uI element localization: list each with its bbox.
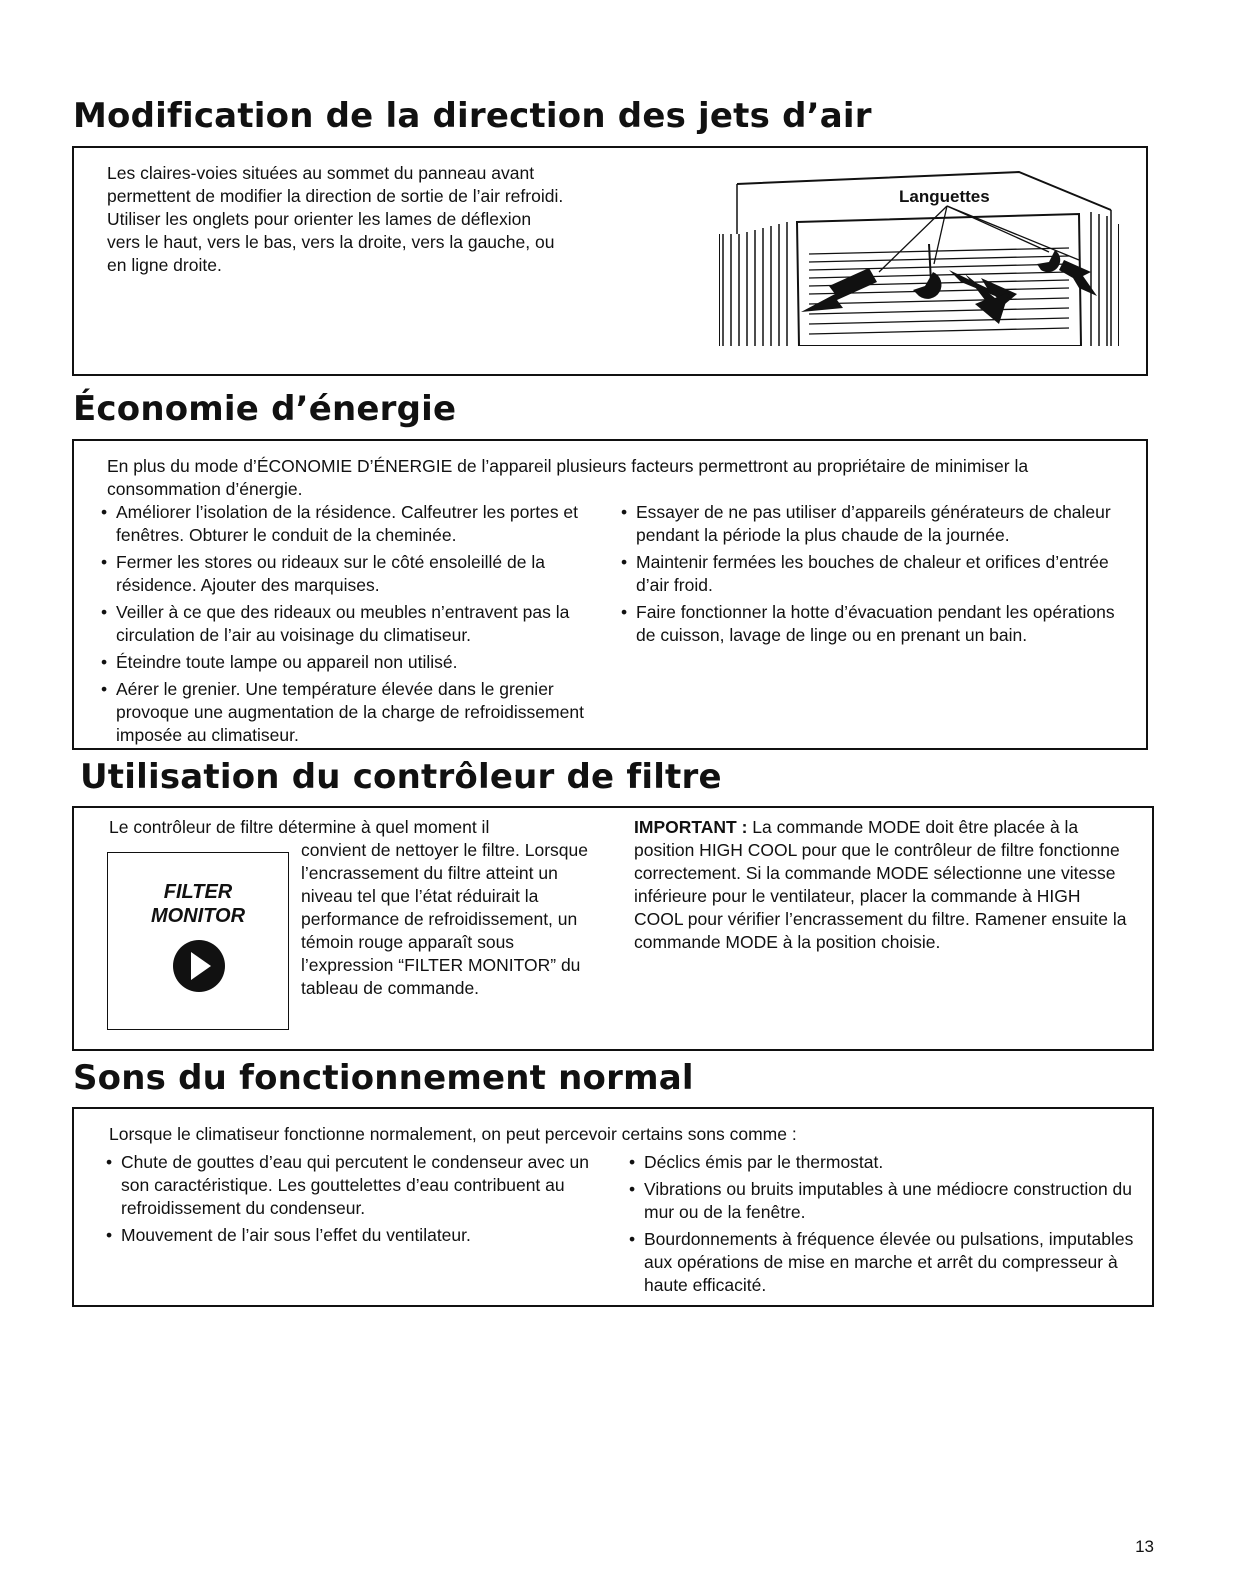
list-item: • Déclics émis par le thermostat.: [627, 1151, 1147, 1174]
list-item: • Faire fonctionner la hotte d’évacuation pendant les opérations de cuisson, lavage de linge ou en prenant un bain.: [619, 601, 1119, 647]
filter-monitor-line1: FILTER: [163, 881, 233, 903]
filter-text-first: Le contrôleur de filtre détermine à quel moment il: [109, 817, 490, 837]
list-item: • Essayer de ne pas utiliser d’appareils générateurs de chaleur pendant la période la plus chaude de la journée.: [619, 501, 1119, 547]
list-item: • Veiller à ce que des rideaux ou meubles n’entravent pas la circulation de l’air au voisinage du climatiseur.: [99, 601, 599, 647]
list-item: • Mouvement de l’air sous l’effet du ventilateur.: [104, 1224, 594, 1247]
energy-right-list: [619, 501, 1119, 651]
important-text: La commande MODE doit être placée à la position HIGH COOL pour que le contrôleur de filtre fonctionne correctement. Si la commande MODE sélectionne une vitesse inférieure pour le ventilateur, placer la commande à HIGH COOL pour vérifier l’encrassement du filtre. Ramener ensuite la commande MODE à la position choisie.: [634, 817, 1127, 952]
figure-label-languettes: Languettes: [899, 187, 990, 206]
list-item: • Éteindre toute lampe ou appareil non utilisé.: [99, 651, 599, 674]
list-item: • Maintenir fermées les bouches de chaleur et orifices d’entrée d’air froid.: [619, 551, 1119, 597]
heading-air-direction: Modification de la direction des jets d’air: [73, 96, 872, 136]
list-item: • Vibrations ou bruits imputables à une médiocre construction du mur ou de la fenêtre.: [627, 1178, 1147, 1224]
page-number: 13: [1135, 1537, 1154, 1556]
filter-indicator-icon: [171, 938, 227, 994]
list-item: • Aérer le grenier. Une température élevée dans le grenier provoque une augmentation de la charge de refroidissement imposée au climatiseur.: [99, 678, 599, 747]
energy-left-list: [99, 501, 599, 751]
sounds-intro: Lorsque le climatiseur fonctionne normalement, on peut percevoir certains sons comme :: [109, 1124, 797, 1144]
air-direction-text: Les claires-voies situées au sommet du panneau avant permettent de modifier la direction de sortie de l’air refroidi. Utiliser les onglets pour orienter les lames de déflexion vers le haut, vers le bas, vers la droite, vers la gauche, ou en ligne droite.: [107, 163, 564, 275]
air-conditioner-illustration: [719, 164, 1119, 346]
filter-text-rest: convient de nettoyer le filtre. Lorsque l’encrassement du filtre atteint un niveau tel que l’état réduirait la performance de refroidissement, un témoin rouge apparaît sous l’expression “FILTER MONITOR” du tableau de commande.: [301, 840, 588, 998]
heading-filter: Utilisation du contrôleur de filtre: [80, 757, 722, 797]
list-item: • Bourdonnements à fréquence élevée ou pulsations, imputables aux opérations de mise en marche et arrêt du compresseur à haute efficacité.: [627, 1228, 1147, 1297]
heading-energy: Économie d’énergie: [73, 389, 457, 429]
sounds-right-list: [627, 1151, 1147, 1301]
important-label: IMPORTANT :: [634, 817, 748, 837]
filter-monitor-panel: [107, 852, 289, 1030]
energy-box: [72, 439, 1148, 750]
energy-intro: En plus du mode d’ÉCONOMIE D’ÉNERGIE de l’appareil plusieurs facteurs permettront au propriétaire de minimiser la consommation d’énergie.: [107, 456, 1029, 499]
air-direction-box: [72, 146, 1148, 376]
filter-monitor-line2: MONITOR: [150, 905, 246, 927]
sounds-left-list: [104, 1151, 594, 1251]
list-item: • Améliorer l’isolation de la résidence. Calfeutrer les portes et fenêtres. Obturer le conduit de la cheminée.: [99, 501, 599, 547]
sounds-box: [72, 1107, 1154, 1307]
list-item: • Fermer les stores ou rideaux sur le côté ensoleillé de la résidence. Ajouter des marquises.: [99, 551, 599, 597]
list-item: • Chute de gouttes d’eau qui percutent le condenseur avec un son caractéristique. Les gouttelettes d’eau contribuent au refroidissement du condenseur.: [104, 1151, 594, 1220]
filter-important: [634, 816, 1134, 954]
heading-sounds: Sons du fonctionnement normal: [73, 1058, 694, 1098]
